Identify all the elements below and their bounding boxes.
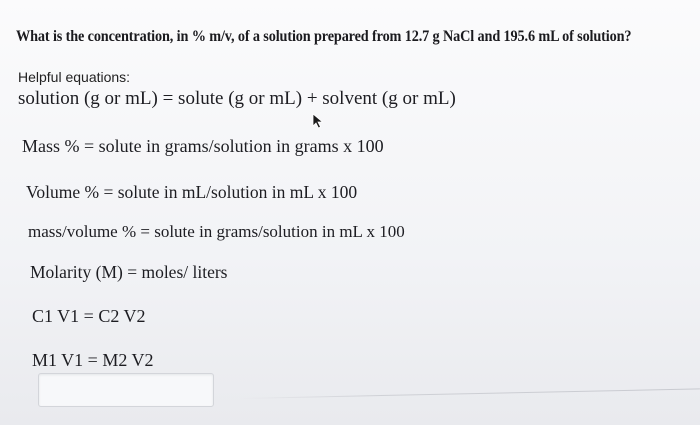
question-text: What is the concentration, in % m/v, of a solution prepared from 12.7 g NaCl and 195.6 mL of solution?	[16, 28, 632, 45]
equation-dilution-concentration: C1 V1 = C2 V2	[32, 306, 146, 326]
equation-mass-volume-percent: mass/volume % = solute in grams/solution in mL x 100	[28, 222, 405, 241]
helpful-equations-label: Helpful equations:	[18, 69, 131, 85]
answer-input[interactable]	[38, 373, 214, 407]
equation-dilution-molarity: M1 V1 = M2 V2	[32, 350, 154, 370]
mouse-pointer-icon	[312, 113, 326, 129]
equation-mass-percent: Mass % = solute in grams/solution in grams x 100	[22, 136, 384, 156]
equation-solution: solution (g or mL) = solute (g or mL) + solvent (g or mL)	[18, 88, 456, 109]
divider-line	[240, 388, 700, 399]
equation-volume-percent: Volume % = solute in mL/solution in mL x 100	[26, 182, 358, 202]
equation-molarity: Molarity (M) = moles/ liters	[30, 262, 228, 282]
